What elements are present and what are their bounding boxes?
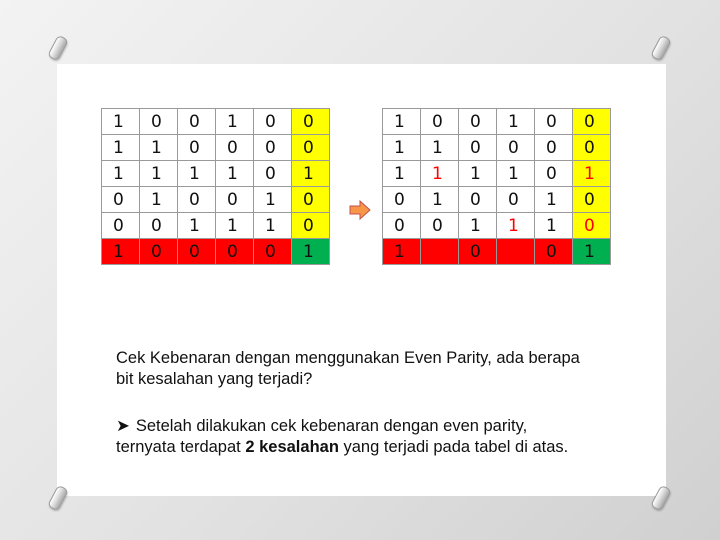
question-text: Cek Kebenaran dengan menggunakan Even Parity, ada berapa bit kesalahan yang terjadi? [116,349,580,388]
bit-cell: 1 [102,239,140,265]
bit-cell: 0 [535,239,573,265]
bit-cell: 1 [383,239,421,265]
bit-cell: 1 [497,161,535,187]
bit-cell: 0 [459,187,497,213]
bit-cell: 1 [459,161,497,187]
table-row [383,161,611,187]
table-row [383,187,611,213]
bit-cell: 0 [102,187,140,213]
bit-cell: 0 [535,109,573,135]
bit-cell: 0 [178,187,216,213]
table-row [102,109,330,135]
table-row [102,239,330,265]
bit-cell: 0 [573,187,611,213]
bit-cell: 0 [178,135,216,161]
bit-cell: 1 [140,187,178,213]
bit-cell: 1 [421,187,459,213]
bit-cell: 1 [459,213,497,239]
bit-cell: 0 [383,187,421,213]
bit-cell: 0 [573,213,611,239]
bit-cell: 0 [459,109,497,135]
answer-suffix: yang terjadi pada tabel di atas. [338,438,569,456]
bit-cell: 0 [254,109,292,135]
bit-cell: 0 [421,109,459,135]
answer-emphasis: 2 kesalahan [245,438,339,456]
table-row [102,161,330,187]
table-row [383,109,611,135]
bit-cell: 1 [383,135,421,161]
bit-cell: 1 [216,161,254,187]
pushpin-icon [47,35,69,62]
pushpin-icon [650,35,672,62]
table-row [102,135,330,161]
left-parity-table [101,108,330,265]
answer-prefix: Setelah dilakukan cek kebenaran dengan even parity, ternyata terdapat [116,417,528,456]
bit-cell: 0 [216,239,254,265]
bit-cell: 1 [178,161,216,187]
bit-cell: 0 [292,135,330,161]
bit-cell: 0 [535,161,573,187]
table-row [383,239,611,265]
table-row [102,213,330,239]
bit-cell: 1 [140,135,178,161]
bit-cell: 0 [216,187,254,213]
bit-cell: 1 [254,213,292,239]
bit-cell: 1 [573,161,611,187]
bit-cell: 0 [178,109,216,135]
bit-cell: 1 [535,213,573,239]
bit-cell: 1 [216,213,254,239]
right-parity-table [382,108,611,265]
pushpin-icon [47,485,69,512]
bit-cell: 1 [497,109,535,135]
bit-cell: 0 [497,135,535,161]
bit-cell: 0 [254,135,292,161]
bit-cell: 0 [254,239,292,265]
right-arrow-icon [349,200,371,220]
bit-cell: 0 [178,239,216,265]
table-row [383,135,611,161]
bit-cell: 0 [216,135,254,161]
table-row [102,187,330,213]
bit-cell: 0 [459,135,497,161]
bit-cell: 0 [459,239,497,265]
bit-cell: 1 [497,213,535,239]
arrowhead-bullet-icon: ➤ [116,417,130,435]
bit-cell: 0 [421,239,459,265]
bit-cell: 0 [140,239,178,265]
bit-cell: 1 [102,109,140,135]
bit-cell: 0 [140,213,178,239]
bit-cell: 0 [497,187,535,213]
bit-cell: 1 [383,161,421,187]
bit-cell: 0 [292,213,330,239]
bit-cell: 0 [535,135,573,161]
bit-cell: 0 [292,109,330,135]
bit-cell: 1 [292,239,330,265]
bit-cell: 0 [140,109,178,135]
bit-cell: 1 [254,187,292,213]
bit-cell: 1 [421,161,459,187]
bit-cell: 1 [421,135,459,161]
bit-cell: 1 [140,161,178,187]
bit-cell: 1 [102,135,140,161]
bit-cell: 0 [383,213,421,239]
bit-cell: 0 [102,213,140,239]
bit-cell: 1 [383,109,421,135]
answer-text [116,416,586,458]
bit-cell: 0 [573,135,611,161]
bit-cell: 0 [254,161,292,187]
bit-cell: 0 [292,187,330,213]
bit-cell: 0 [497,239,535,265]
bit-cell: 1 [216,109,254,135]
bit-cell: 1 [573,239,611,265]
bit-cell: 1 [535,187,573,213]
table-row [383,213,611,239]
bit-cell: 0 [573,109,611,135]
bit-cell: 1 [292,161,330,187]
bit-cell: 0 [421,213,459,239]
bit-cell: 1 [102,161,140,187]
bit-cell: 1 [178,213,216,239]
